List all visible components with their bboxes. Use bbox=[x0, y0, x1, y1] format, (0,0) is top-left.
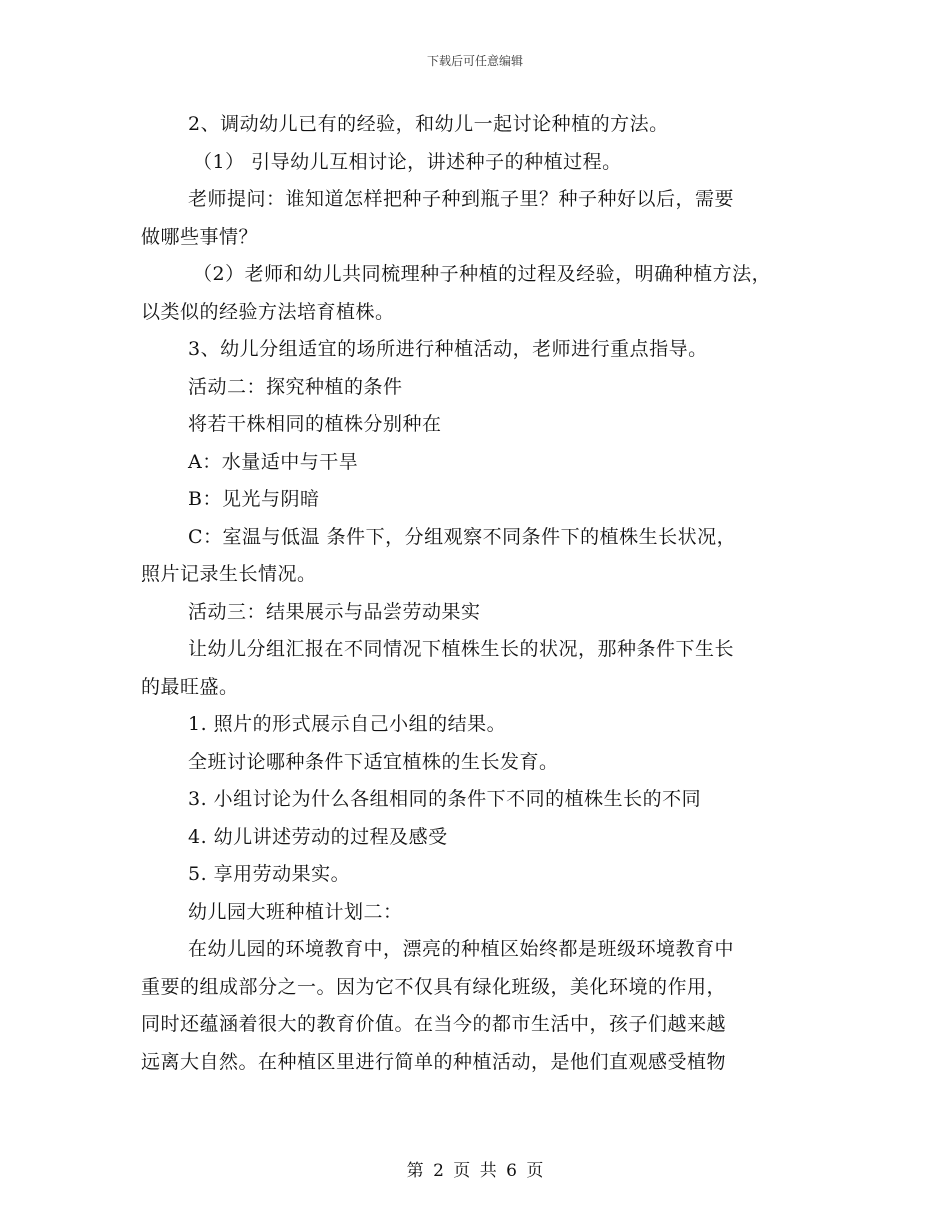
paragraph-line: 全班讨论哪种条件下适宜植株的生长发育。 bbox=[188, 750, 559, 773]
paragraph-line: 让幼儿分组汇报在不同情况下植株生长的状况，那种条件下生长 bbox=[188, 638, 735, 660]
list-item: 3. 小组讨论为什么各组相同的条件下不同的植株生长的不同 bbox=[188, 788, 702, 810]
page-header: 下载后可任意编辑 bbox=[426, 54, 523, 68]
list-item: 4. 幼儿讲述劳动的过程及感受 bbox=[188, 825, 448, 848]
paragraph-line: 同时还蕴涵着很大的教育价值。在当今的都市生活中，孩子们越来越 bbox=[141, 1013, 727, 1035]
page-footer bbox=[0, 1156, 950, 1181]
list-item: B：见光与阴暗 bbox=[188, 488, 320, 510]
paragraph-line: （2）老师和幼儿共同梳理种子种植的过程及经验，明确种植方法， bbox=[193, 263, 772, 285]
paragraph-line: 3、幼儿分组适宜的场所进行种植活动，老师进行重点指导。 bbox=[188, 338, 708, 360]
list-item: 1. 照片的形式展示自己小组的结果。 bbox=[188, 713, 507, 735]
paragraph-line: （1） 引导幼儿互相讨论，讲述种子的种植过程。 bbox=[193, 150, 622, 173]
total-unit: 页 bbox=[526, 1161, 544, 1181]
list-item: A：水量适中与干旱 bbox=[188, 450, 359, 473]
paragraph-line: 做哪些事情？ bbox=[141, 225, 259, 248]
list-item: 5. 享用劳动果实。 bbox=[188, 863, 351, 885]
list-item: C：室温与低温 条件下，分组观察不同条件下的植株生长状况， bbox=[188, 525, 737, 548]
paragraph-line: 远离大自然。在种植区里进行简单的种植活动，是他们直观感受植物 bbox=[141, 1050, 727, 1073]
document-body bbox=[141, 106, 821, 1081]
section-heading: 幼儿园大班种植计划二： bbox=[188, 900, 403, 923]
page-label: 第 bbox=[406, 1161, 424, 1181]
paragraph-line: 在幼儿园的环境教育中，漂亮的种植区始终都是班级环境教育中 bbox=[188, 938, 735, 960]
section-heading: 活动三：结果展示与品尝劳动果实 bbox=[188, 600, 481, 623]
paragraph-line: 将若干株相同的植株分别种在 bbox=[188, 413, 442, 435]
total-pages: 6 bbox=[506, 1161, 517, 1181]
total-label: 共 bbox=[479, 1161, 497, 1181]
page-unit: 页 bbox=[453, 1161, 471, 1181]
paragraph-line: 老师提问：谁知道怎样把种子种到瓶子里？种子种好以后，需要 bbox=[188, 188, 735, 210]
paragraph-line: 的最旺盛。 bbox=[141, 675, 239, 698]
paragraph-line: 2、调动幼儿已有的经验，和幼儿一起讨论种植的方法。 bbox=[188, 113, 669, 135]
section-heading: 活动二：探究种植的条件 bbox=[188, 375, 403, 398]
paragraph-line: 以类似的经验方法培育植株。 bbox=[141, 300, 395, 323]
paragraph-line: 重要的组成部分之一。因为它不仅具有绿化班级，美化环境的作用， bbox=[141, 975, 727, 998]
page-number: 2 bbox=[433, 1161, 444, 1181]
paragraph-line: 照片记录生长情况。 bbox=[141, 563, 317, 585]
